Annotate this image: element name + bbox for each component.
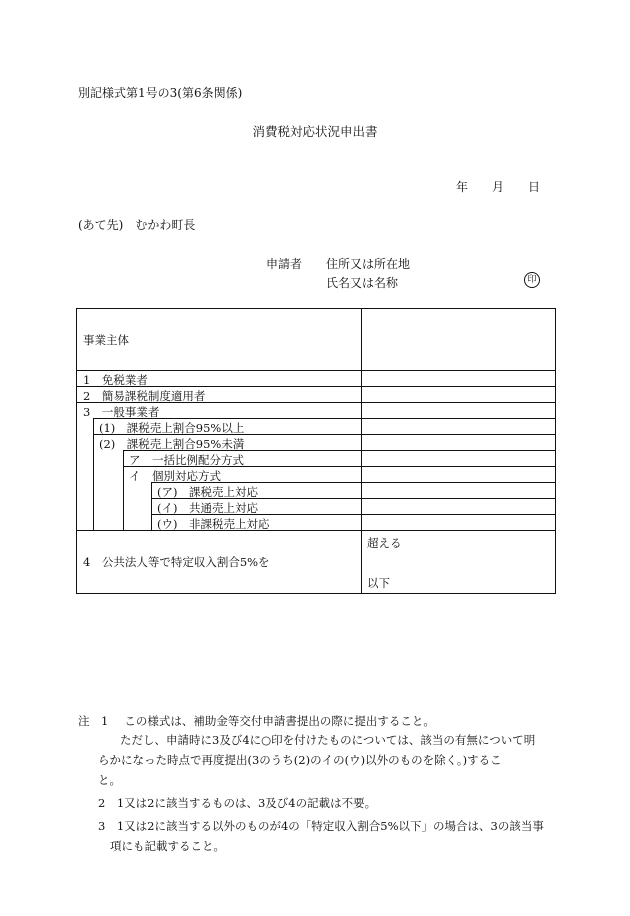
name-label: 氏名又は名称 <box>326 276 399 290</box>
header-label: 事業主体 <box>83 333 129 347</box>
row-line <box>77 530 555 531</box>
addressee: (あて先) むかわ町長 <box>78 218 196 232</box>
row-line <box>77 370 555 371</box>
row-simplified-tax: 2 簡易課税制度適用者 <box>83 389 206 403</box>
document-title: 消費税対応状況申出書 <box>252 124 378 139</box>
form-reference: 別記様式第1号の3(第6条関係) <box>78 86 243 100</box>
note-1-continuation: と。 <box>98 773 121 787</box>
option-or-less: 以下 <box>367 576 390 590</box>
date-year: 年 <box>456 180 469 194</box>
note-1-prefix: 注 1 <box>78 714 109 728</box>
date-month: 月 <box>492 180 505 194</box>
row-common-sales: (イ) 共通売上対応 <box>157 501 258 515</box>
note-2: 2 1又は2に該当するものは、3及び4の記載は不要。 <box>98 796 377 810</box>
seal-mark: 印 <box>524 272 540 288</box>
note-1-text: この様式は、補助金等交付申請書提出の際に提出すること。 <box>124 714 435 728</box>
note-3-continuation: 項にも記載すること。 <box>110 839 225 853</box>
row-public-corporation: 4 公共法人等で特定収入割合5%を <box>83 555 270 569</box>
address-label: 住所又は所在地 <box>326 257 411 271</box>
row-ratio-95-under: (2) 課税売上割合95%未満 <box>99 437 245 451</box>
note-1 <box>78 712 556 731</box>
row-taxable-sales: (ア) 課税売上対応 <box>157 485 258 499</box>
option-exceeds: 超える <box>367 536 402 550</box>
row-line <box>93 418 555 419</box>
column-divider <box>361 309 362 593</box>
indent-line-3 <box>151 482 152 531</box>
applicant-label: 申請者 <box>266 257 303 271</box>
note-3: 3 1又は2に該当する以外のものが4の「特定収入割合5%以下」の場合は、3の該当事 <box>98 819 544 833</box>
row-tax-exempt: 1 免税業者 <box>83 373 148 387</box>
notes-section <box>78 712 556 856</box>
indent-line-2 <box>123 450 124 531</box>
note-1-continuation: ただし、申請時に3及び4に○印を付けたものについては、該当の有無について明 <box>120 733 536 747</box>
row-individual-method: イ 個別対応方式 <box>129 469 221 483</box>
row-ratio-95-over: (1) 課税売上割合95%以上 <box>99 421 245 435</box>
status-table <box>76 308 556 594</box>
date-day: 日 <box>528 180 541 194</box>
row-general-business: 3 一般事業者 <box>83 405 160 419</box>
note-1-continuation: らかになった時点で再度提出(3のうち(2)のイの(ウ)以外のものを除く。)するこ <box>98 753 502 767</box>
row-non-taxable-sales: (ウ) 非課税売上対応 <box>157 517 270 531</box>
row-proportional-method: ア 一括比例配分方式 <box>129 453 244 467</box>
row-line <box>77 386 555 387</box>
date-line <box>456 178 540 195</box>
